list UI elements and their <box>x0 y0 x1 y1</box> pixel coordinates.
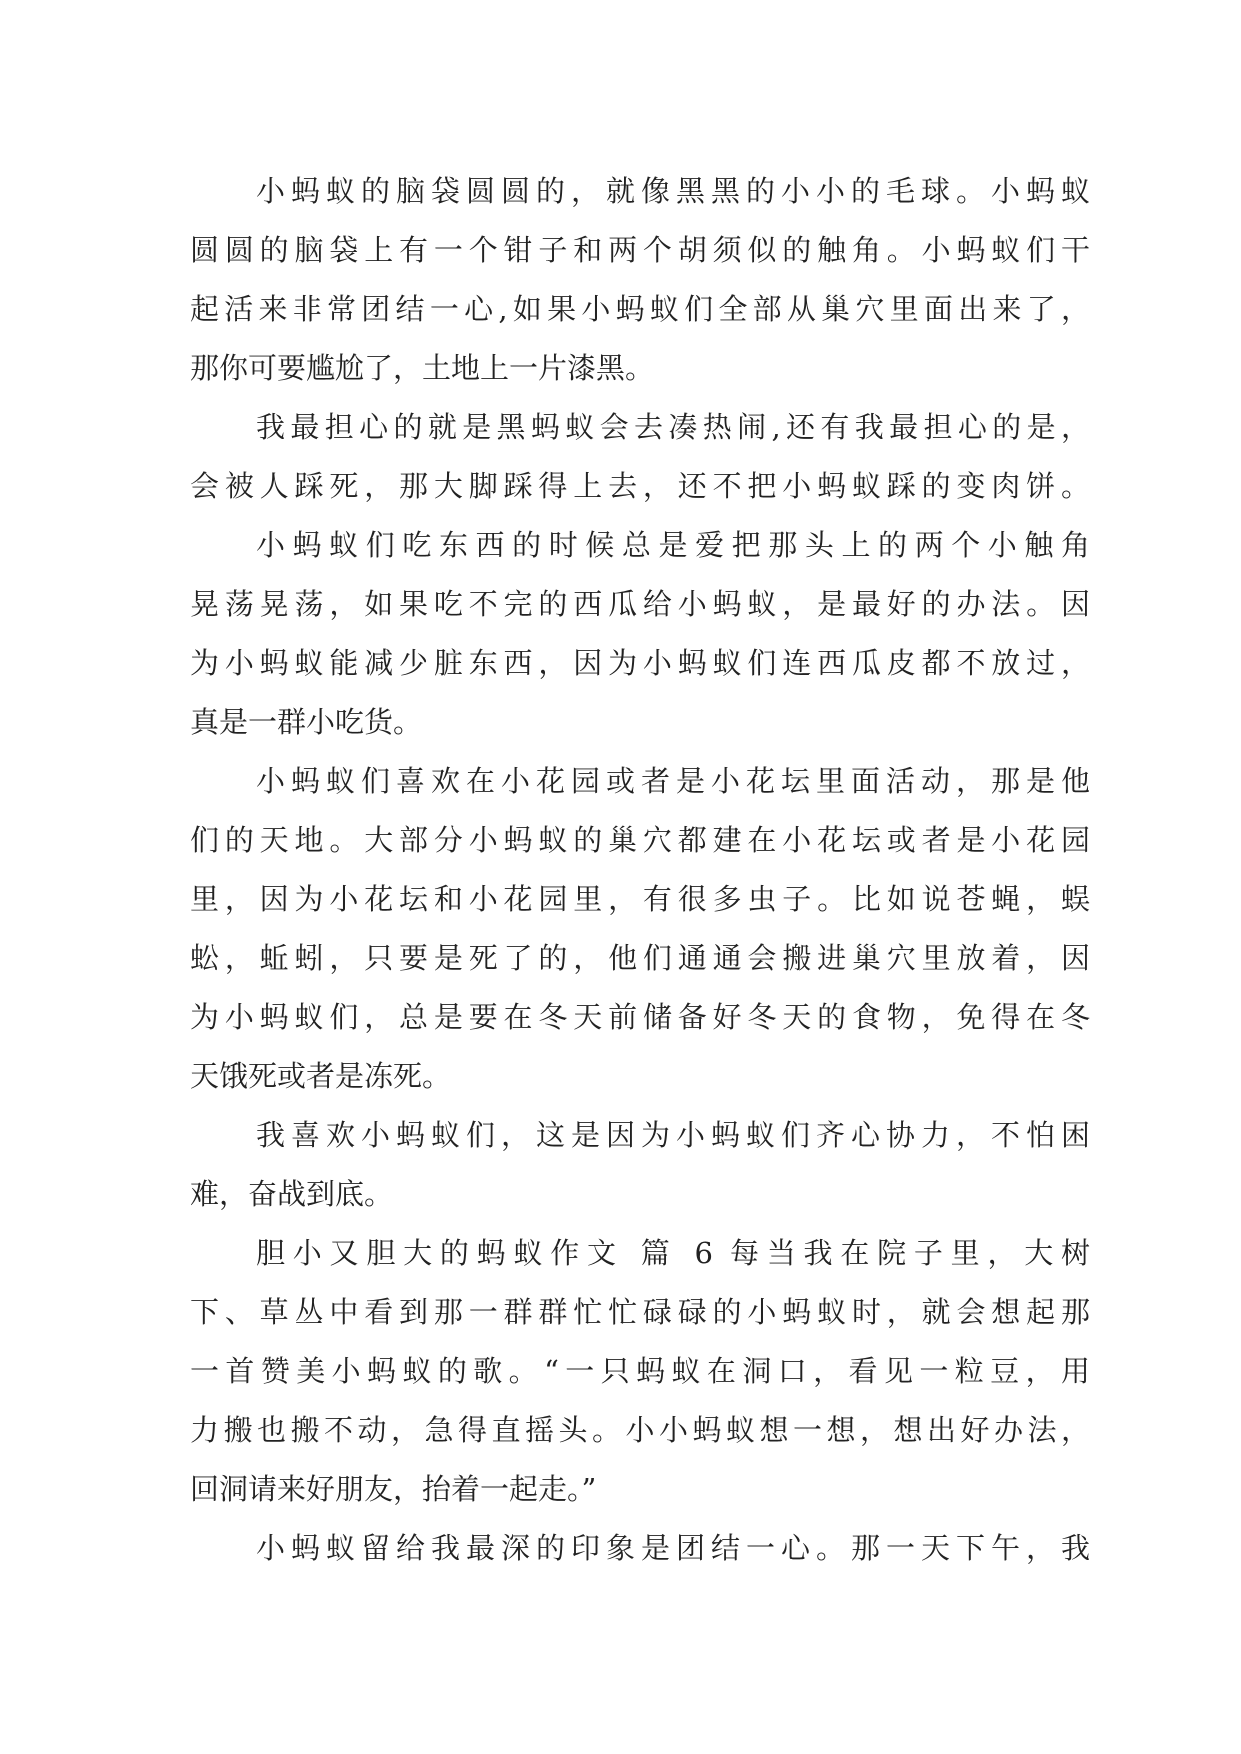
text-line: 力搬也搬不动，急得直摇头。小小蚂蚁想一想，想出好办法， <box>190 1413 1090 1447</box>
text-line: 小蚂蚁的脑袋圆圆的，就像黑黑的小小的毛球。小蚂蚁 <box>256 174 1090 208</box>
text-line: 小蚂蚁们吃东西的时候总是爱把那头上的两个小触角 <box>256 528 1090 562</box>
text-line: 起活来非常团结一心,如果小蚂蚁们全部从巢穴里面出来了， <box>190 292 1090 326</box>
text-line: 圆圆的脑袋上有一个钳子和两个胡须似的触角。小蚂蚁们干 <box>190 233 1090 267</box>
text-line: 为小蚂蚁能减少脏东西，因为小蚂蚁们连西瓜皮都不放过， <box>190 646 1090 680</box>
text-line: 胆小又胆大的蚂蚁作文 篇 6 每当我在院子里，大树 <box>256 1236 1090 1270</box>
text-line: 我最担心的就是黑蚂蚁会去凑热闹,还有我最担心的是， <box>256 410 1090 444</box>
text-line: 里，因为小花坛和小花园里，有很多虫子。比如说苍蝇，蜈 <box>190 882 1090 916</box>
text-line: 那你可要尴尬了，土地上一片漆黑。 <box>190 351 655 385</box>
text-line: 晃荡晃荡，如果吃不完的西瓜给小蚂蚁，是最好的办法。因 <box>190 587 1090 621</box>
text-line: 真是一群小吃货。 <box>190 705 423 739</box>
text-line: 回洞请来好朋友，抬着一起走。” <box>190 1472 597 1506</box>
text-line: 难，奋战到底。 <box>190 1177 394 1211</box>
text-line: 为小蚂蚁们，总是要在冬天前储备好冬天的食物，免得在冬 <box>190 1000 1090 1034</box>
text-line: 蚣，蚯蚓，只要是死了的，他们通通会搬进巢穴里放着，因 <box>190 941 1090 975</box>
article-body <box>190 162 1090 1578</box>
text-line: 小蚂蚁们喜欢在小花园或者是小花坛里面活动，那是他 <box>256 764 1090 798</box>
text-line: 天饿死或者是冻死。 <box>190 1059 452 1093</box>
text-line: 会被人踩死，那大脚踩得上去，还不把小蚂蚁踩的变肉饼。 <box>190 469 1090 503</box>
text-line: 一首赞美小蚂蚁的歌。“一只蚂蚁在洞口，看见一粒豆，用 <box>190 1354 1090 1388</box>
text-line: 下、草丛中看到那一群群忙忙碌碌的小蚂蚁时，就会想起那 <box>190 1295 1090 1329</box>
text-line: 们的天地。大部分小蚂蚁的巢穴都建在小花坛或者是小花园 <box>190 823 1090 857</box>
text-line: 我喜欢小蚂蚁们，这是因为小蚂蚁们齐心协力，不怕困 <box>256 1118 1090 1152</box>
text-line: 小蚂蚁留给我最深的印象是团结一心。那一天下午，我 <box>256 1531 1090 1565</box>
